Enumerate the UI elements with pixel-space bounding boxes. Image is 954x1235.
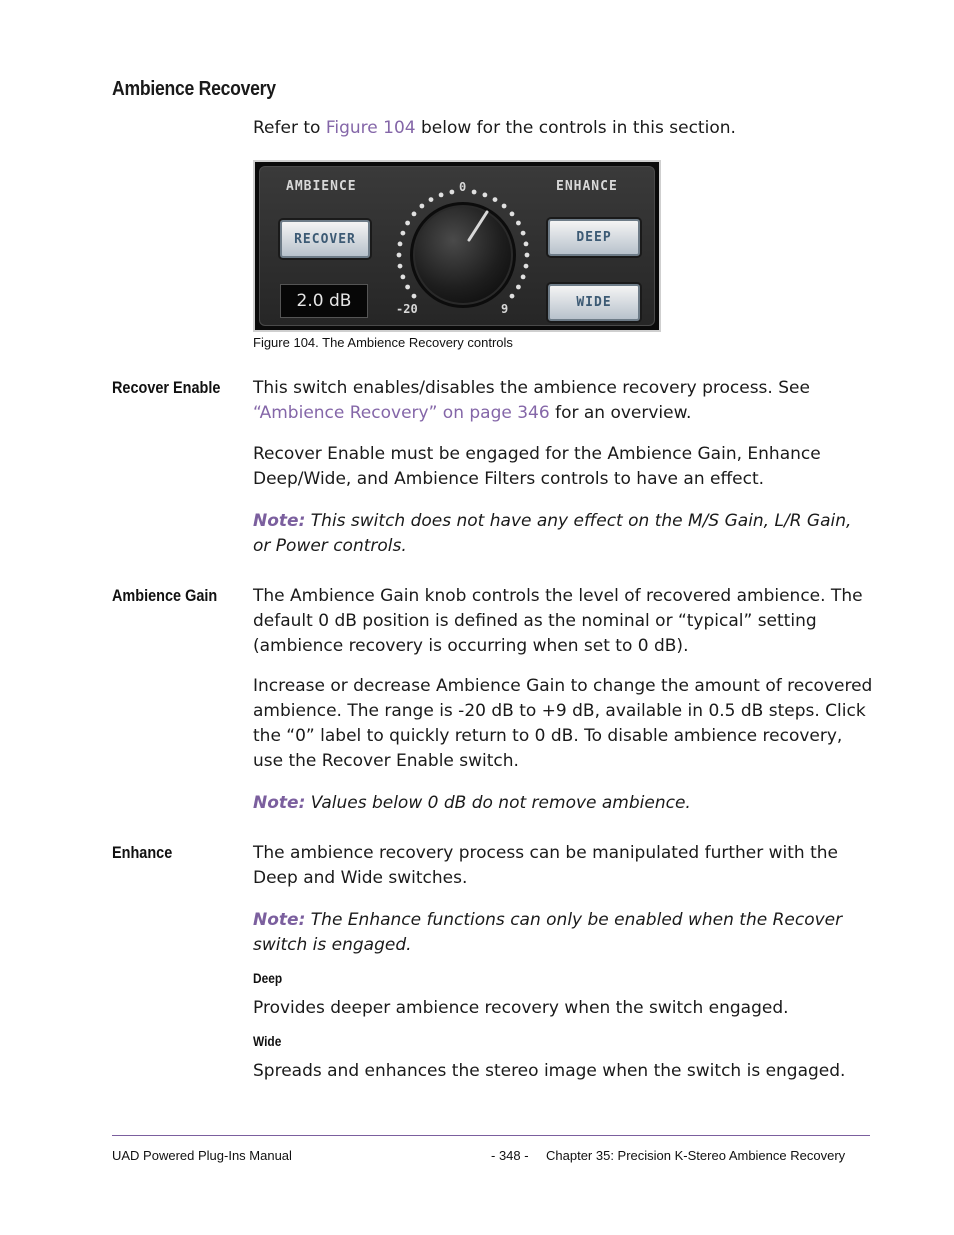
knob-scale-dot (405, 221, 410, 226)
knob-scale-dot (401, 275, 406, 280)
knob-scale-dot (516, 221, 521, 226)
recover-enable-p1-suffix: for an overview. (549, 403, 692, 423)
knob-scale-dot (510, 294, 515, 299)
knob-scale-dot (521, 275, 526, 280)
deep-button[interactable]: DEEP (548, 219, 640, 256)
ambience-recovery-panel (253, 160, 661, 332)
note-label: Note: (253, 910, 306, 930)
note-text: The Enhance functions can only be enabled when the Recover switch is engaged. (253, 910, 843, 955)
ambience-gain-note (253, 791, 873, 816)
deep-subheading: Deep (253, 970, 283, 986)
enhance-note (253, 908, 873, 958)
enhance-heading: Enhance (112, 843, 173, 862)
knob-zero-label[interactable]: 0 (459, 180, 467, 194)
figure-104-link[interactable]: Figure 104 (325, 118, 416, 138)
enhance-p1: The ambience recovery process can be manipulated further with the Deep and Wide switches. (253, 843, 838, 888)
gain-value-display: 2.0 dB (280, 284, 368, 318)
figure-caption: Figure 104. The Ambience Recovery controls (253, 335, 513, 350)
knob-scale-dot (516, 285, 521, 290)
ambience-label: AMBIENCE (286, 179, 357, 194)
note-label: Note: (253, 793, 306, 813)
knob-scale-dot (420, 204, 425, 209)
ambience-recovery-page-link[interactable]: “Ambience Recovery” on page 346 (253, 403, 550, 423)
intro-paragraph (253, 116, 873, 141)
knob-min-label: -20 (396, 302, 418, 316)
knob-scale-dot (412, 294, 417, 299)
ambience-gain-heading: Ambience Gain (112, 586, 218, 605)
recover-enable-p1 (253, 376, 873, 426)
ambience-gain-p2: Increase or decrease Ambience Gain to change the amount of recovered ambience. The range is -20 dB to +9 dB, available in 0.5 dB steps. Click the “0” label to quickly return to 0 dB. To disable ambience recovery, use the Recover Enable switch. (253, 676, 873, 771)
enhance-label: ENHANCE (556, 179, 618, 194)
recover-enable-p1-prefix: This switch enables/disables the ambience recovery process. See (253, 378, 810, 398)
deep-description: Provides deeper ambience recovery when the switch engaged. (253, 998, 789, 1018)
footer-page-number: - 348 - (491, 1148, 529, 1163)
knob-scale-dot (521, 231, 526, 236)
footer-rule (112, 1135, 870, 1136)
knob-scale-dot (502, 204, 507, 209)
knob-scale-dot (412, 212, 417, 217)
knob-scale-dot (493, 197, 498, 202)
knob-scale-dot (525, 253, 530, 258)
wide-description: Spreads and enhances the stereo image when the switch is engaged. (253, 1061, 846, 1081)
knob-scale-dot (510, 212, 515, 217)
recover-button[interactable]: RECOVER (280, 220, 370, 258)
recover-enable-note (253, 509, 873, 559)
knob-scale-dot (398, 242, 403, 247)
recover-enable-heading: Recover Enable (112, 378, 221, 397)
wide-button[interactable]: WIDE (548, 284, 640, 321)
knob-scale-dot (398, 264, 403, 269)
intro-suffix: below for the controls in this section. (415, 118, 736, 138)
section-title: Ambience Recovery (112, 78, 276, 100)
knob-scale-dot (401, 231, 406, 236)
knob-scale-dot (439, 193, 444, 198)
recover-enable-p2: Recover Enable must be engaged for the Ambience Gain, Enhance Deep/Wide, and Ambience Filters controls to have an effect. (253, 444, 821, 489)
knob-scale-dot (483, 193, 488, 198)
knob-scale-dot (397, 253, 402, 258)
note-text: Values below 0 dB do not remove ambience. (305, 793, 691, 813)
note-text: This switch does not have any effect on the M/S Gain, L/R Gain, or Power controls. (253, 511, 852, 556)
ambience-gain-p1: The Ambience Gain knob controls the level of recovered ambience. The default 0 dB position is defined as the nominal or “typical” setting (ambience recovery is occurring when set to 0 dB). (253, 586, 863, 656)
panel-background (259, 166, 655, 326)
knob-scale-dot (429, 197, 434, 202)
knob-scale-dot (472, 190, 477, 195)
ambience-gain-knob[interactable] (388, 172, 538, 330)
knob-body (414, 206, 512, 304)
knob-max-label: 9 (501, 302, 509, 316)
knob-scale-dot (405, 285, 410, 290)
note-label: Note: (253, 511, 306, 531)
knob-scale-dot (524, 264, 529, 269)
intro-prefix: Refer to (253, 118, 326, 138)
wide-subheading: Wide (253, 1033, 282, 1049)
footer-manual-title: UAD Powered Plug-Ins Manual (112, 1148, 292, 1163)
knob-scale-dot (524, 242, 529, 247)
footer-chapter: Chapter 35: Precision K-Stereo Ambience Recovery (546, 1148, 846, 1163)
knob-scale-dot (450, 190, 455, 195)
